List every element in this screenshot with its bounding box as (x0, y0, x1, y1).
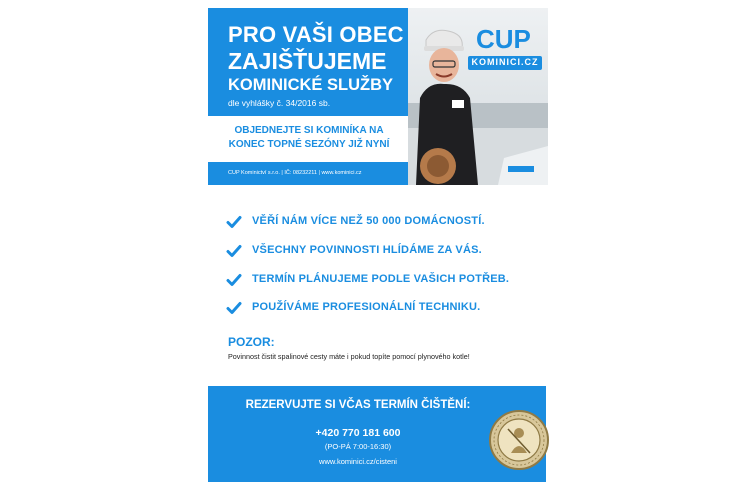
regulation-subtitle: dle vyhlášky č. 34/2016 sb. (228, 98, 331, 108)
flyer (208, 8, 548, 492)
check-icon (226, 214, 242, 230)
title-line-3: KOMINICKÉ SLUŽBY (228, 76, 393, 94)
title-line-2: ZAJIŠŤUJEME (228, 48, 387, 74)
banner-blue-panel (208, 8, 408, 185)
title-line-1: PRO VAŠI OBEC (228, 22, 404, 47)
warning-title: POZOR: (228, 335, 275, 349)
brand-logo (468, 24, 542, 70)
company-info: CUP Kominictví s.r.o. | IČ: 08232211 | www.kominici.cz (228, 170, 362, 176)
benefit-item (226, 272, 546, 292)
benefit-item (226, 243, 546, 263)
chimney-sweep-photo (408, 8, 548, 185)
benefit-text: POUŽÍVÁME PROFESIONÁLNÍ TECHNIKU. (252, 301, 481, 313)
reservation-footer (208, 386, 546, 482)
phone-number[interactable]: +420 770 181 600 (315, 427, 401, 439)
benefit-text: VŠECHNY POVINNOSTI HLÍDÁME ZA VÁS. (252, 244, 482, 256)
benefit-item (226, 214, 546, 234)
check-icon (226, 300, 242, 316)
office-hours: (PO-PÁ 7:00-16:30) (324, 442, 392, 451)
warning-text: Povinnost čistit spalinové cesty máte i pokud topíte pomocí plynového kotle! (228, 352, 470, 361)
reservation-link[interactable]: www.kominici.cz/cisteni (319, 457, 397, 466)
benefit-item (226, 300, 546, 320)
logo-subtext: KOMINICI.CZ (471, 57, 539, 67)
header-banner (208, 8, 548, 185)
check-icon (226, 272, 242, 288)
benefit-text: TERMÍN PLÁNUJEME PODLE VAŠICH POTŘEB. (252, 273, 510, 285)
cta-text (216, 124, 402, 152)
reservation-heading: REZERVUJTE SI VČAS TERMÍN ČIŠTĚNÍ: (245, 399, 471, 411)
cta-line-2: KONEC TOPNÉ SEZÓNY JIŽ NYNÍ (228, 139, 390, 150)
logo-text: CUP (476, 24, 531, 54)
guild-seal-icon (488, 409, 550, 471)
benefit-text: VĚŘÍ NÁM VÍCE NEŽ 50 000 DOMÁCNOSTÍ. (252, 215, 485, 227)
cta-box (208, 116, 408, 162)
check-icon (226, 243, 242, 259)
cta-line-1: OBJEDNEJTE SI KOMINÍKA NA (234, 125, 384, 136)
